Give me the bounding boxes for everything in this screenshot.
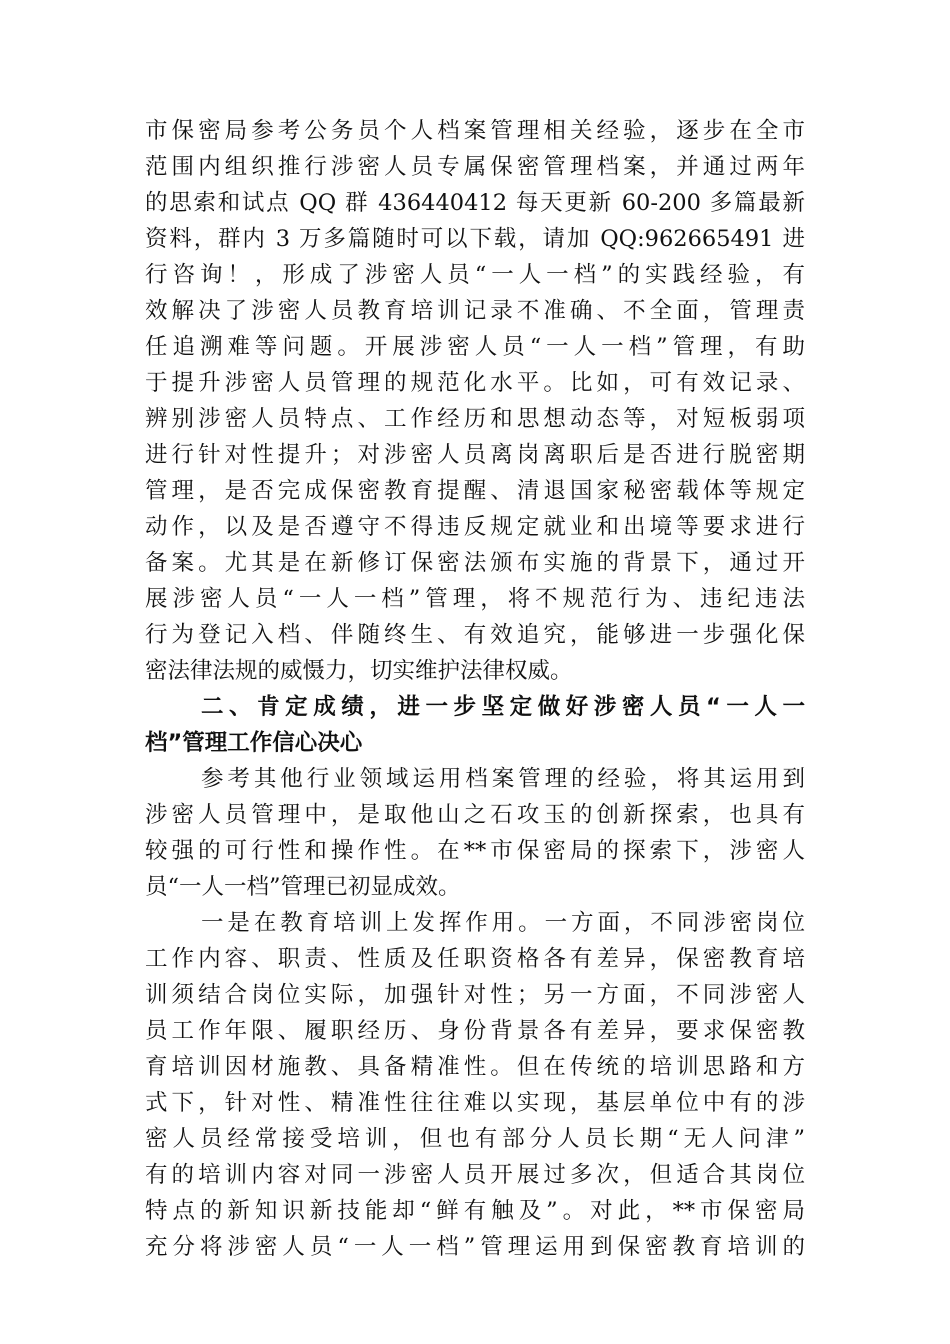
body-text-line: 进行针对性提升；对涉密人员离岗离职后是否进行脱密期 <box>145 442 805 468</box>
body-text-line: 一是在教育培训上发挥作用。一方面，不同涉密岗位 <box>201 910 805 936</box>
body-text-line: 管理，是否完成保密教育提醒、清退国家秘密载体等规定 <box>145 478 805 504</box>
body-text-line: 员“一人一档”管理已初显成效。 <box>145 874 461 900</box>
body-text-line: 育培训因材施教、具备精准性。但在传统的培训思路和方 <box>145 1054 805 1080</box>
body-text-line: 市保密局参考公务员个人档案管理相关经验，逐步在全市 <box>145 118 805 144</box>
body-text-line: 特点的新知识新技能却“鲜有触及”。对此，**市保密局 <box>145 1198 805 1224</box>
body-text-line: 任追溯难等问题。开展涉密人员“一人一档”管理，有助 <box>145 334 805 360</box>
body-text-line: 范围内组织推行涉密人员专属保密管理档案，并通过两年 <box>145 154 805 180</box>
body-text-line: 充分将涉密人员“一人一档”管理运用到保密教育培训的 <box>145 1234 805 1260</box>
body-text-line: 密法律法规的威慑力，切实维护法律权威。 <box>145 658 573 684</box>
body-text-line: 工作内容、职责、性质及任职资格各有差异，保密教育培 <box>145 946 805 972</box>
body-text-line: 参考其他行业领域运用档案管理的经验，将其运用到 <box>201 766 805 792</box>
body-text-line: 涉密人员管理中，是取他山之石攻玉的创新探索，也具有 <box>145 802 805 828</box>
section-heading-line: 二、肯定成绩，进一步坚定做好涉密人员“一人一 <box>201 694 805 720</box>
body-text-line: 有的培训内容对同一涉密人员开展过多次，但适合其岗位 <box>145 1162 805 1188</box>
body-text-line: 训须结合岗位实际，加强针对性；另一方面，不同涉密人 <box>145 982 805 1008</box>
body-text-line: 辨别涉密人员特点、工作经历和思想动态等，对短板弱项 <box>145 406 805 432</box>
section-heading-line: 档”管理工作信心决心 <box>145 730 363 756</box>
body-text-line: 员工作年限、履职经历、身份背景各有差异，要求保密教 <box>145 1018 805 1044</box>
body-text-line: 的思索和试点 QQ 群 436440412 每天更新 60-200 多篇最新 <box>145 190 805 216</box>
body-text-line: 动作，以及是否遵守不得违反规定就业和出境等要求进行 <box>145 514 805 540</box>
body-text-line: 效解决了涉密人员教育培训记录不准确、不全面，管理责 <box>145 298 805 324</box>
body-text-line: 式下，针对性、精准性往往难以实现，基层单位中有的涉 <box>145 1090 805 1116</box>
body-text-line: 较强的可行性和操作性。在**市保密局的探索下，涉密人 <box>145 838 805 864</box>
body-text-line: 行咨询！，形成了涉密人员“一人一档”的实践经验，有 <box>145 262 805 288</box>
body-text-line: 备案。尤其是在新修订保密法颁布实施的背景下，通过开 <box>145 550 805 576</box>
body-text-line: 行为登记入档、伴随终生、有效追究，能够进一步强化保 <box>145 622 805 648</box>
body-text-line: 展涉密人员“一人一档”管理，将不规范行为、违纪违法 <box>145 586 805 612</box>
body-text-line: 资料，群内 3 万多篇随时可以下载，请加 QQ:962665491 进 <box>145 226 805 252</box>
body-text-line: 于提升涉密人员管理的规范化水平。比如，可有效记录、 <box>145 370 805 396</box>
body-text-line: 密人员经常接受培训，但也有部分人员长期“无人问津” <box>145 1126 805 1152</box>
